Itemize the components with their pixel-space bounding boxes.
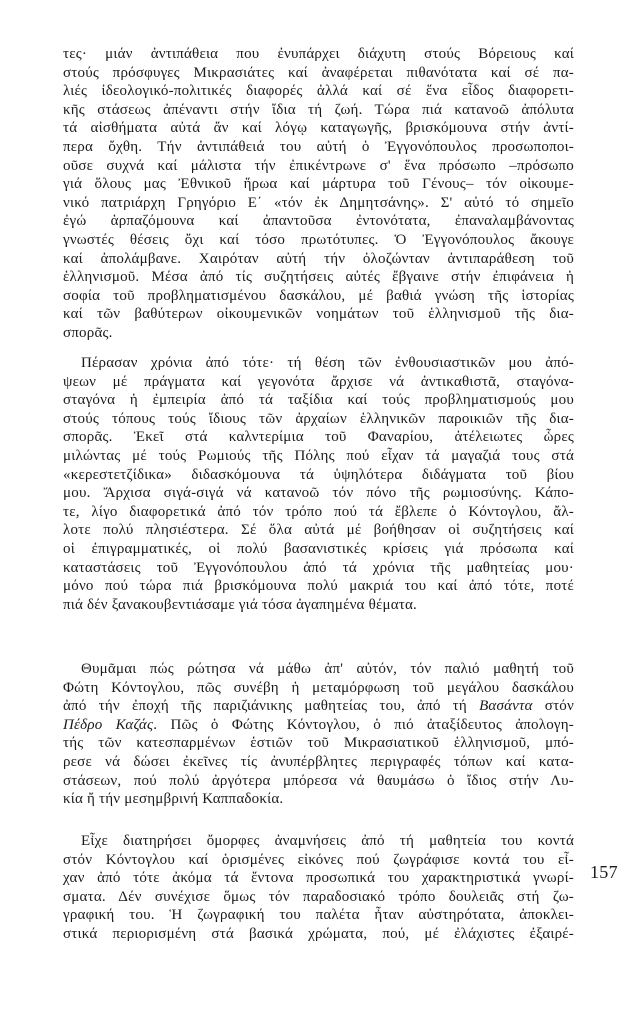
text-line: σματα. Δέν συνέχισε ὅμως τόν παραδοσιακό τρόπο δουλειᾶς στή ζω- bbox=[63, 888, 574, 905]
text-line: ἑλληνισμοῦ. Μέσα ἀπό τίς συζητήσεις αὐτές ἔβγαινε στήν ἐπιφάνεια ἡ bbox=[63, 269, 574, 286]
text-line: στάσεων, πού πολύ ἀργότερα μπόρεσα νά θαυμάσω ὁ ἴδιος στήν Λυ- bbox=[63, 772, 574, 789]
text-line: τής τῶν κατεσπαρμένων ἑστιῶν τοῦ Μικρασιατικοῦ ἑλληνισμοῦ, μπό- bbox=[63, 735, 574, 752]
text-line: ρεσε νά δώσει ἐκεῖνες τίς ἀνυπέρβλητες περιγραφές τόπων καί κατα- bbox=[63, 753, 574, 770]
text-line: σταγόνα ἡ ἐμπειρία ἀπό τά ταξίδια καί τούς προβληματισμούς μου bbox=[63, 392, 574, 409]
text-line: Εἶχε διατηρήσει ὄμορφες ἀναμνήσεις ἀπό τή μαθητεία του κοντά bbox=[81, 833, 574, 849]
book-title: Βασάντα bbox=[479, 698, 533, 715]
text-line: νικό πατριάρχη Γρηγόριο Ε΄ «τόν ἐκ Δημητσάνης». Σ' αὐτό τό σημεῖο bbox=[63, 194, 574, 211]
text-line: Θυμᾶμαι πώς ρώτησα νά μάθω ἀπ' αὐτόν, τόν παλιό μαθητή τοῦ bbox=[81, 661, 574, 677]
text-line: τες· μιάν ἀντιπάθεια που ἐνυπάρχει διάχυτη στούς Βόρειους καί bbox=[63, 46, 574, 62]
text-line: γιά ὅλους μας Ἐθνικοῦ ἥρωα καί μάρτυρα τοῦ Γένους– τόν οἰκουμε- bbox=[63, 176, 574, 193]
text-line: σοφία τοῦ προβληματισμένου δασκάλου, μέ βαθιά γνώση τῆς ἱστορίας bbox=[63, 287, 574, 304]
text-line: σπορᾶς. bbox=[63, 324, 113, 341]
text-line: μόνο πού τώρα πιά βρισκόμουνα πολύ μακριά του καί ἀπό τότε, ποτέ bbox=[63, 578, 574, 595]
text-line: ἀπό τήν ἐποχή τῆς παριζιάνικης μαθητείας του, ἀπό τή Βασάντα στόν bbox=[63, 698, 574, 715]
text-line: μιλώντας μέ τούς Ρωμιούς τῆς Πόλης πού εἶχαν τά μαγαζιά τους στά bbox=[63, 447, 574, 464]
text-line: Πέδρο Καζάς. Πῶς ὁ Φώτης Κόντογλου, ὁ πιό ἀταξίδευτος ἀπολογη- bbox=[63, 716, 574, 733]
text-line: οἱ ἐπιγραμματικές, οἱ πολύ βασανιστικές κρίσεις γιά πρόσωπα καί bbox=[63, 540, 574, 557]
paragraph-3 bbox=[63, 660, 574, 809]
text-line: πιά δέν ξανακουβεντιάσαμε γιά τόσα ἀγαπημένα θέματα. bbox=[63, 596, 417, 613]
page-number: 157 bbox=[590, 862, 618, 882]
text-line: καί ἀπολάμβανε. Χαιρόταν αὐτή τήν ὀλοζώνταν ἀντιπαράθεση τοῦ bbox=[63, 250, 574, 267]
text-line: κῆς στάσεως ἀπέναντι στήν ἴδια τή ζωή. Τώρα πιά κατανοῶ ἀπόλυτα bbox=[63, 101, 574, 118]
text-line: στικά περιορισμένη στά βασικά χρώματα, πού, μέ ἐλάχιστες ἐξαιρέ- bbox=[63, 925, 574, 942]
text-line: μου. Ἄρχισα σιγά-σιγά νά κατανοῶ τόν πόνο τῆς ρωμιοσύνης. Κάπο- bbox=[63, 485, 574, 502]
text-line: κία ἤ τήν μεσημβρινή Καππαδοκία. bbox=[63, 791, 284, 808]
text-line: περα ὄχθη. Τήν ἀντιπάθειά του αὐτή ὁ Ἐγγονόπουλος προσωποποι- bbox=[63, 138, 574, 155]
text-line: τε, λίγο διαφορετικά ἀπό τόν τρόπο πού τά ἔβλεπε ὁ Κόντογλου, ἄλ- bbox=[63, 503, 574, 520]
text-line: ψεων μέ πράγματα καί γεγονότα ἄρχισε νά ἀντικαθιστᾶ, σταγόνα- bbox=[63, 373, 574, 390]
text-line: γραφική του. Ἡ ζωγραφική του παλέτα ἦταν αὐστηρότατα, ἀποκλει- bbox=[63, 907, 574, 924]
text-line: τά αἰσθήματα αὐτά ἄν καί λόγῳ καταγωγῆς, βρισκόμουνα στήν ἀντί- bbox=[63, 120, 574, 137]
text-line: στούς τόπους τούς ἴδιους τῶν ἀρχαίων ἑλληνικῶν παροικιῶν τῆς δια- bbox=[63, 410, 574, 427]
text-line: ἐγώ ἁρπαζόμουνα καί ἀπαντοῦσα ἐντονότατα, ἐπαναλαμβάνοντας bbox=[63, 213, 574, 230]
paragraph-1 bbox=[63, 45, 574, 343]
paragraph-2 bbox=[63, 354, 574, 614]
text-line: γνωστές θέσεις ὄχι καί τόσο πρωτότυπες. Ὁ Ἐγγονόπουλος ἄκουγε bbox=[63, 231, 574, 248]
text-line: καί τῶν βαθύτερων οἰκουμενικῶν νοημάτων τοῦ ἑλληνισμοῦ τῆς δια- bbox=[63, 306, 574, 323]
text-line: σπορᾶς. Ἐκεῖ στά καλντερίμια τοῦ Φαναρίου, ἀτέλειωτες ὧρες bbox=[63, 429, 574, 446]
text-line: Πέρασαν χρόνια ἀπό τότε· τή θέση τῶν ἐνθουσιαστικῶν μου ἀπό- bbox=[81, 355, 574, 371]
text-line: χαν ἀπό τότε ἀκόμα τά ἔντονα προσωπικά του χαρακτηριστικά γνωρί- bbox=[63, 870, 574, 887]
text-line: Φώτη Κόντογλου, πῶς συνέβη ἡ μεταμόρφωση τοῦ μεγάλου δασκάλου bbox=[63, 679, 574, 696]
text-line: στόν Κόντογλου καί ὁρισμένες εἰκόνες πού ζωγράφισε κοντά του εἶ- bbox=[63, 851, 574, 868]
text-line: λοτε πολύ πλησιέστερα. Σέ ὅλα αὐτά μέ βοήθησαν οἱ συζητήσεις καί bbox=[63, 522, 574, 539]
text-line: οῦσε συχνά καί μάλιστα τήν ἐπικέντρωνε σ' ἕνα πρόσωπο –πρόσωπο bbox=[63, 157, 574, 174]
paragraph-4 bbox=[63, 832, 574, 944]
text-line: στούς πρόσφυγες Μικρασιάτες καί ἀναφέρεται πιθανότατα καί σέ πα- bbox=[63, 64, 574, 81]
book-title: Πέδρο Καζάς bbox=[63, 716, 154, 733]
text-line: «κερεστετζίδικα» διδασκόμουνα τά ὑψηλότερα διδάγματα τοῦ βίου bbox=[63, 466, 574, 483]
text-line: λιές ἰδεολογικό-πολιτικές διαφορές ἀλλά καί σέ ἕνα εἶδος διαφορετι- bbox=[63, 83, 574, 100]
text-line: καταστάσεις τοῦ Ἐγγονόπουλου ἀπό τά χρόνια τῆς μαθητείας μου· bbox=[63, 559, 574, 576]
